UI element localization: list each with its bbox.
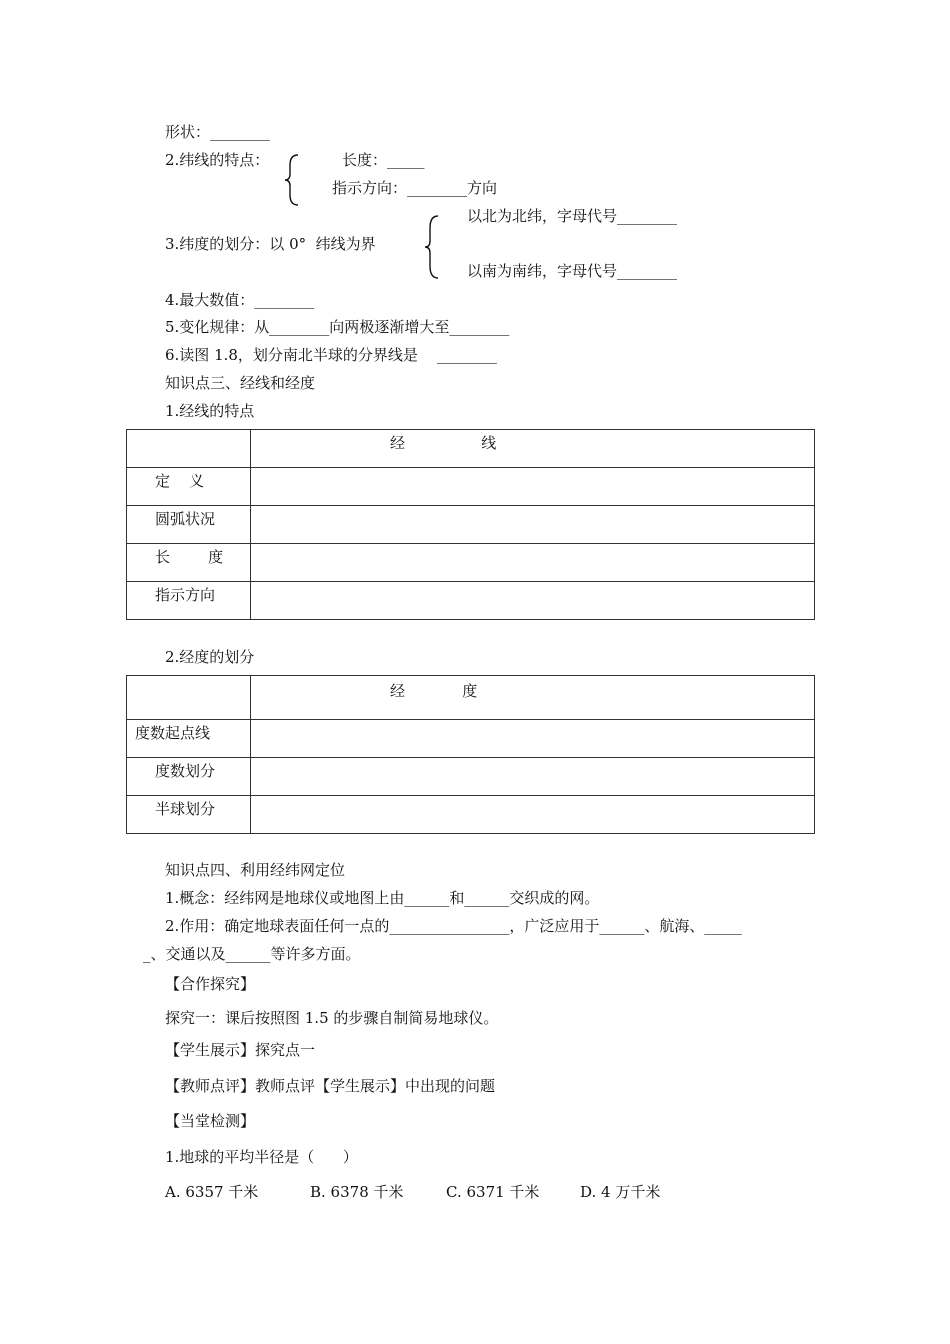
longitude-division-label: 2.经度的划分 bbox=[165, 648, 255, 666]
question-1-stem: 1.地球的平均半径是（ ） bbox=[165, 1148, 358, 1166]
table-row-label: 圆弧状况 bbox=[127, 506, 251, 544]
grid-usage-line-cont: _、交通以及______等许多方面。 bbox=[143, 945, 361, 963]
table-row-label: 度数划分 bbox=[127, 758, 251, 796]
table-row-label: 指示方向 bbox=[127, 582, 251, 620]
meridian-features-label: 1.经线的特点 bbox=[165, 402, 255, 420]
table-row-label: 度数起点线 bbox=[127, 720, 251, 758]
table-cell bbox=[251, 758, 815, 796]
left-brace-icon bbox=[284, 153, 304, 207]
longitude-table bbox=[126, 675, 815, 834]
cooperation-heading: 【合作探究】 bbox=[165, 975, 256, 993]
south-latitude: 以南为南纬，字母代号________ bbox=[467, 262, 678, 280]
grid-concept-line: 1.概念：经纬网是地球仪或地图上由______和______交织成的网。 bbox=[165, 889, 600, 907]
table-cell bbox=[251, 468, 815, 506]
table-header: 经 度 bbox=[251, 676, 815, 720]
parallel-features-label: 2.纬线的特点： bbox=[165, 151, 270, 169]
table-cell bbox=[251, 720, 815, 758]
table-cell bbox=[251, 582, 815, 620]
table-cell bbox=[251, 796, 815, 834]
latitude-division-label: 3.纬度的划分：以 0° 纬线为界 bbox=[165, 235, 376, 253]
table-corner-cell bbox=[127, 676, 251, 720]
meridian-table bbox=[126, 429, 815, 620]
table-row-label: 半球划分 bbox=[127, 796, 251, 834]
change-rule-line: 5.变化规律：从________向两极逐渐增大至________ bbox=[165, 318, 510, 336]
read-figure-line: 6.读图 1.8，划分南北半球的分界线是 ________ bbox=[165, 346, 498, 364]
inquiry-one: 探究一：课后按照图 1.5 的步骤自制简易地球仪。 bbox=[165, 1009, 499, 1027]
teacher-review-heading: 【教师点评】教师点评【学生展示】中出现的问题 bbox=[165, 1077, 496, 1095]
table-row-label: 长 度 bbox=[127, 544, 251, 582]
parallel-length: 长度：_____ bbox=[342, 151, 425, 169]
max-value-line: 4.最大数值：________ bbox=[165, 291, 315, 309]
option-a: A. 6357 千米 bbox=[165, 1183, 259, 1201]
table-header: 经 线 bbox=[251, 430, 815, 468]
grid-usage-line: 2.作用：确定地球表面任何一点的________________，广泛应用于______、航海、_____ bbox=[165, 917, 742, 935]
table-cell bbox=[251, 506, 815, 544]
student-show-heading: 【学生展示】探究点一 bbox=[165, 1041, 316, 1059]
section3-title: 知识点三、经线和经度 bbox=[165, 374, 316, 392]
table-corner-cell bbox=[127, 430, 251, 468]
left-brace-icon bbox=[424, 214, 444, 280]
parallel-direction: 指示方向：________方向 bbox=[332, 179, 498, 197]
option-d: D. 4 万千米 bbox=[580, 1183, 661, 1201]
option-b: B. 6378 千米 bbox=[310, 1183, 404, 1201]
section4-title: 知识点四、利用经纬网定位 bbox=[165, 861, 346, 879]
table-row-label: 定 义 bbox=[127, 468, 251, 506]
option-c: C. 6371 千米 bbox=[446, 1183, 540, 1201]
north-latitude: 以北为北纬，字母代号________ bbox=[467, 207, 678, 225]
shape-line: 形状：________ bbox=[165, 123, 271, 141]
class-test-heading: 【当堂检测】 bbox=[165, 1112, 256, 1130]
table-cell bbox=[251, 544, 815, 582]
